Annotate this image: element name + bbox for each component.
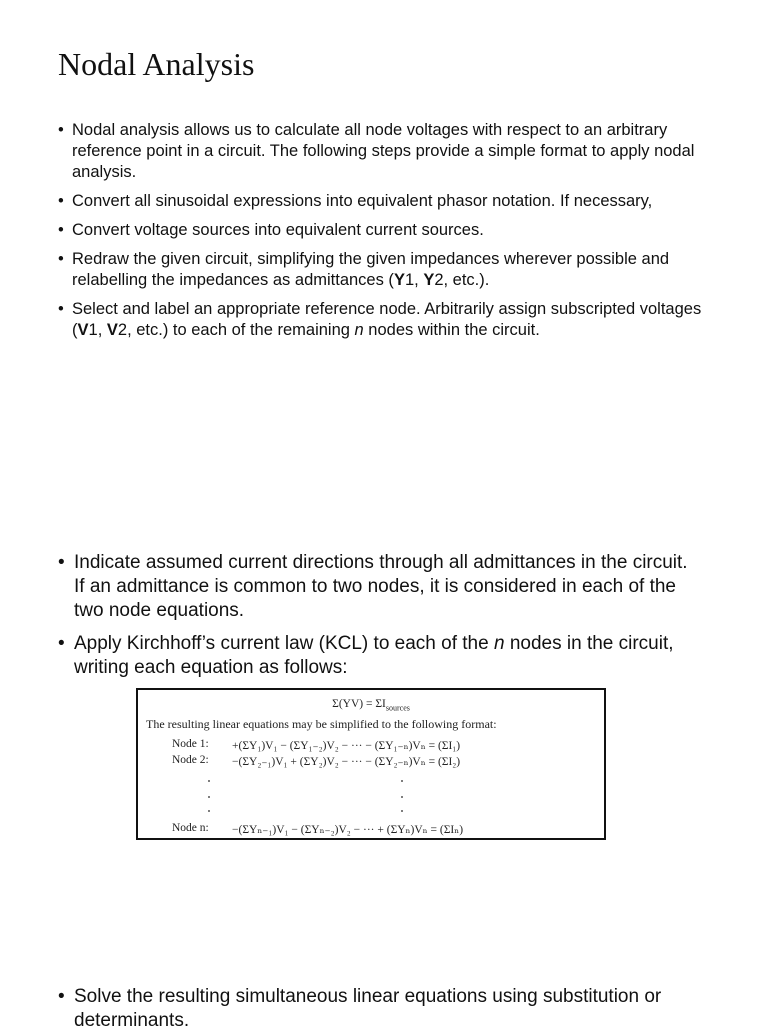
text-run: 2, etc.) to each of the remaining [117, 321, 355, 339]
bullet-item [58, 985, 738, 1033]
bullet-dot: • [58, 192, 64, 210]
bullet-text [72, 250, 669, 289]
text-run: 1, [88, 321, 107, 339]
text-run: 1, [404, 271, 424, 289]
bullet-item [58, 191, 718, 212]
node-1-equation: +(ΣY₁)V₁ − (ΣY₁₋₂)V₂ − ··· − (ΣY₁₋ₙ)Vₙ = (ΣI₁) [232, 740, 461, 752]
bold-text: V [77, 321, 89, 339]
node-n-equation: −(ΣYₙ₋₁)V₁ − (ΣYₙ₋₂)V₂ − ··· + (ΣYₙ)Vₙ = (ΣIₙ) [232, 824, 464, 836]
bullet-list-bottom [58, 985, 738, 1033]
text-run: Redraw the given circuit, simplifying the given impedances wherever possible and relabelling the impedances as admittances ( [72, 250, 670, 289]
bold-text: Y [423, 271, 435, 289]
bullet-item [58, 299, 718, 341]
bullet-item [58, 220, 718, 241]
node-2-equation: −(ΣY₂₋₁)V₁ + (ΣY₂)V₂ − ··· − (ΣY₂₋ₙ)Vₙ = (ΣI₂) [232, 756, 461, 768]
text-run: Nodal analysis allows us to calculate all node voltages with respect to an arbitrary reference point in a circuit. The following steps provide a simple format to apply nodal analysis. [72, 121, 695, 181]
text-run: Apply Kirchhoff’s current law (KCL) to each of the [74, 633, 494, 654]
bullet-dot: • [58, 121, 64, 139]
ellipsis-dot [401, 810, 403, 812]
bullet-item [58, 551, 698, 623]
ellipsis-dot [401, 780, 403, 782]
bullet-dot: • [58, 221, 64, 239]
bullet-item [58, 249, 718, 291]
text-run: Convert all sinusoidal expressions into equivalent phasor notation. If necessary, [72, 192, 653, 210]
ellipsis-dot [208, 810, 210, 812]
text-run: Indicate assumed current directions through all admittances in the circuit. If an admittance is common to two nodes, it is considered in each of the two node equations. [74, 552, 688, 621]
text-run: nodes within the circuit. [363, 321, 540, 339]
italic-text: n [493, 633, 505, 654]
bold-text: V [106, 321, 118, 339]
bullet-item [58, 120, 718, 183]
bullet-text [72, 192, 652, 210]
equation-main-subscript: sources [385, 703, 410, 713]
bullet-text [74, 986, 661, 1031]
bullet-item [58, 632, 698, 680]
bullet-text [74, 633, 674, 678]
node-n-label: Node n: [172, 822, 209, 834]
page-title: Nodal Analysis [58, 46, 255, 82]
equation-main-text: Σ(YV) = ΣI [332, 698, 386, 710]
text-run: Select and label an appropriate reference node. Arbitrarily assign subscripted voltages ( [72, 300, 702, 339]
equation-main [138, 698, 604, 712]
node-2-label: Node 2: [172, 754, 209, 766]
bullet-text [72, 300, 701, 339]
bullet-dot: • [58, 552, 65, 573]
bullet-dot: • [58, 250, 64, 268]
bullet-text [72, 221, 484, 239]
ellipsis-dot [208, 796, 210, 798]
text-run: Convert voltage sources into equivalent current sources. [72, 221, 484, 239]
bold-text: Y [393, 271, 405, 289]
ellipsis-dot [401, 796, 403, 798]
text-run: Solve the resulting simultaneous linear equations using substitution or determinants. [74, 986, 662, 1031]
equation-figure [136, 688, 606, 840]
ellipsis-dot [208, 780, 210, 782]
bullet-text [72, 121, 694, 181]
bullet-list-middle [58, 551, 698, 689]
text-run: nodes in the circuit, writing each equation as follows: [74, 633, 674, 678]
bullet-text [74, 552, 688, 621]
node-1-label: Node 1: [172, 738, 209, 750]
equation-intro: The resulting linear equations may be simplified to the following format: [146, 717, 497, 731]
bullet-dot: • [58, 633, 65, 654]
text-run: 2, etc.). [434, 271, 490, 289]
bullet-dot: • [58, 300, 64, 318]
italic-text: n [354, 321, 364, 339]
bullet-dot: • [58, 986, 65, 1007]
bullet-list-top [58, 120, 718, 349]
